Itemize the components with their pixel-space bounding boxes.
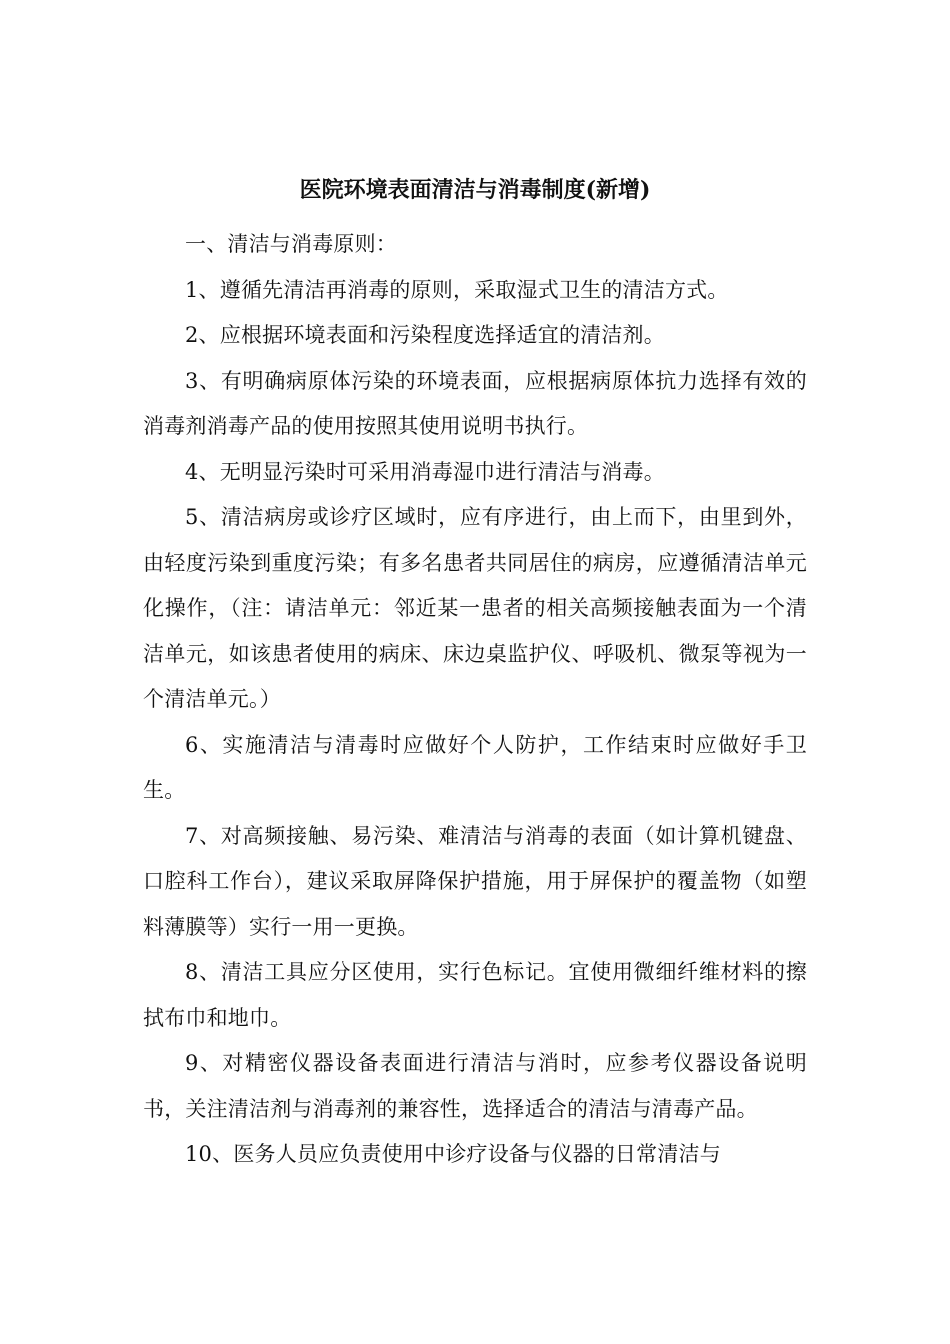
paragraph-10: 10、医务人员应负责使用中诊疗设备与仪器的日常清洁与 <box>185 1142 721 1166</box>
paragraph-9: 9、对精密仪器设备表面进行清洁与消时，应参考仪器设备说明书，关注清洁剂与消毒剂的兼容性，选择适合的清洁与清毒产品。 <box>143 1051 807 1121</box>
section-heading: 一、清洁与消毒原则： <box>185 232 397 256</box>
paragraph-8: 8、清洁工具应分区使用，实行色标记。宜使用微细纤维材料的擦拭布巾和地巾。 <box>143 960 807 1030</box>
paragraph-5: 5、清洁病房或诊疗区域时，应有序进行，由上而下，由里到外，由轻度污染到重度污染；有多名患者共同居住的病房，应遵循清洁单元化操作，（注：请洁单元：邻近某一患者的相关高频接触表面为一个清洁单元，如该患者使用的病床、床边桌监护仪、呼吸机、微泵等视为一个清洁单元。） <box>143 505 807 711</box>
paragraph-7: 7、对高频接触、易污染、难清洁与消毒的表面（如计算机键盘、口腔科工作台），建议采取屏降保护措施，用于屏保护的覆盖物（如塑料薄膜等）实行一用一更换。 <box>143 823 807 939</box>
paragraph-6: 6、实施清洁与清毒时应做好个人防护，工作结束时应做好手卫生。 <box>143 732 807 802</box>
paragraph-3: 3、有明确病原体污染的环境表面，应根据病原体抗力选择有效的消毒剂消毒产品的使用按照其使用说明书执行。 <box>143 368 807 438</box>
document-title: 医院环境表面清洁与消毒制度(新增) <box>299 177 651 203</box>
document-page <box>143 168 807 1178</box>
paragraph-2: 2、应根据环境表面和污染程度选择适宜的清洁剂。 <box>185 323 665 347</box>
paragraph-1: 1、遵循先清洁再消毒的原则，采取湿式卫生的清洁方式。 <box>185 277 729 302</box>
paragraph-4: 4、无明显污染时可采用消毒湿巾进行清洁与消毒。 <box>185 459 665 484</box>
